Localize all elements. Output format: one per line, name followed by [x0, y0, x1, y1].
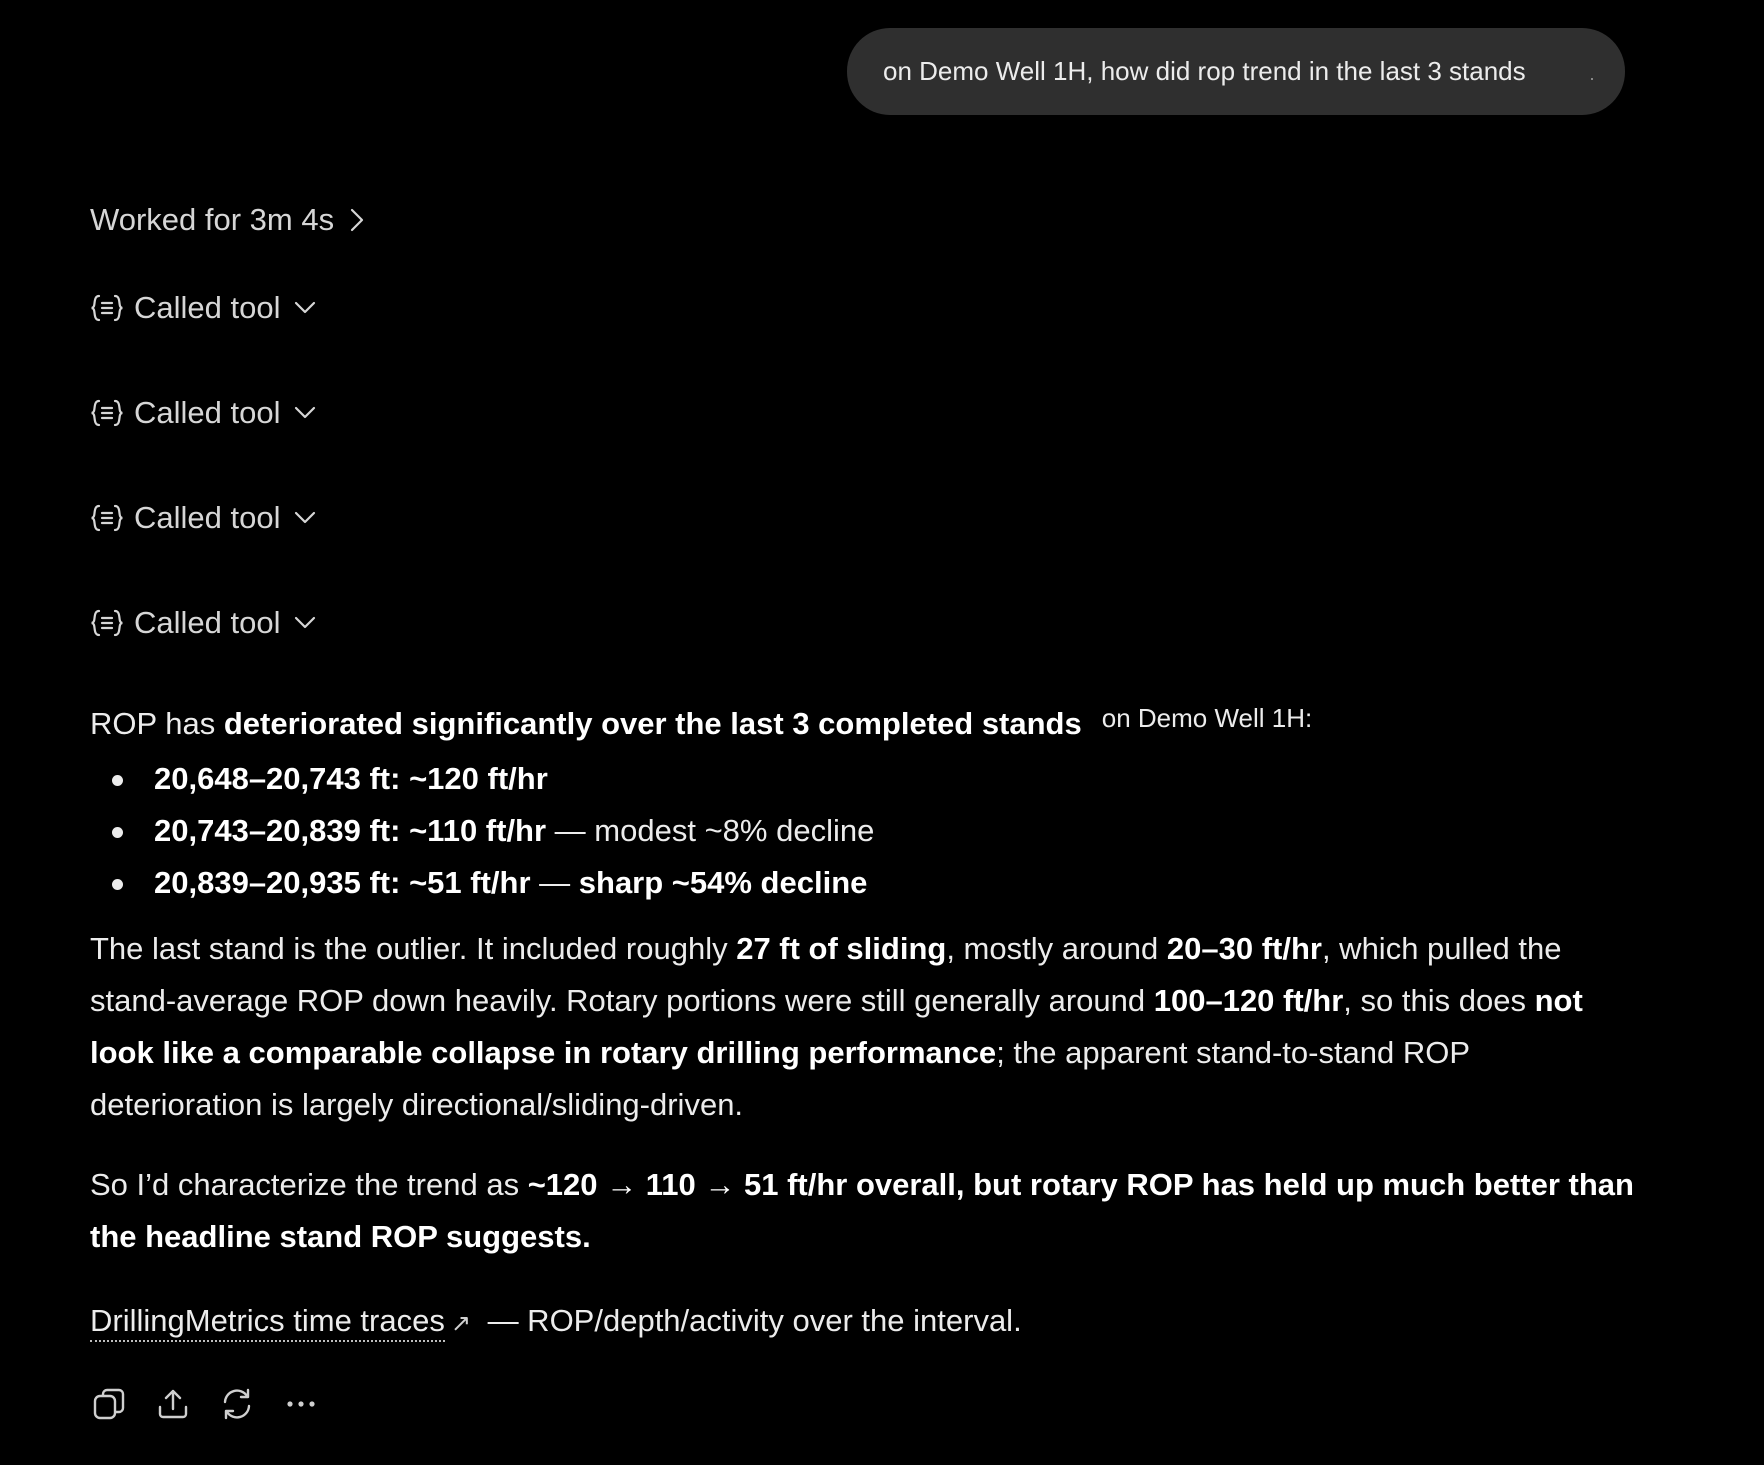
intro-bold: deteriorated significantly over the last 3 completed stands [223, 706, 1082, 741]
stand-separator: — [546, 813, 595, 848]
summary-paragraph [90, 1159, 1645, 1263]
tool-braces-icon [90, 398, 124, 428]
more-icon[interactable] [282, 1385, 320, 1423]
message-actions [90, 1385, 346, 1423]
stand-note: sharp ~54% decline [578, 865, 868, 900]
para-text: ; the apparent stand-to-stand ROP deterioration is largely directional/sliding-driven. [90, 1035, 1470, 1122]
answer-intro [90, 698, 1645, 751]
intro-prefix: ROP has [90, 706, 224, 741]
tool-call-label: Called tool [134, 500, 281, 535]
external-link-icon: ↗ [450, 1310, 471, 1337]
worked-duration-label: Worked for 3m 4s [90, 202, 335, 237]
para-text: , mostly around [946, 931, 1167, 966]
stand-range: 20,839–20,935 ft: ~51 ft/hr [154, 865, 531, 900]
text-cursor [1591, 78, 1593, 80]
para-bold: 100–120 ft/hr [1153, 983, 1344, 1018]
chevron-down-icon [294, 616, 316, 630]
regenerate-icon[interactable] [218, 1385, 256, 1423]
chevron-down-icon [294, 511, 316, 525]
user-message-text: on Demo Well 1H, how did rop trend in the last 3 stands [883, 56, 1526, 86]
stand-range: 20,743–20,839 ft: ~110 ft/hr [154, 813, 547, 848]
tool-call-toggle[interactable] [90, 493, 1650, 543]
list-item [154, 753, 1645, 805]
para-bold: 27 ft of sliding [736, 931, 947, 966]
stand-separator: — [530, 865, 579, 900]
chevron-down-icon [294, 301, 316, 315]
chevron-right-icon [350, 208, 364, 232]
copy-icon[interactable] [90, 1385, 128, 1423]
tool-braces-icon [90, 608, 124, 638]
worked-duration-toggle[interactable] [90, 195, 1650, 245]
para-text: , which pulled the stand-average ROP down heavily. Rotary portions were still generally around [90, 931, 1562, 1018]
para-text: , so this does [1343, 983, 1535, 1018]
para-text: The last stand is the outlier. It included roughly [90, 931, 737, 966]
tool-call-label: Called tool [134, 395, 281, 430]
stands-list [90, 753, 1645, 909]
tool-call-toggle[interactable] [90, 283, 1650, 333]
intro-tail: on Demo Well 1H: [1101, 703, 1313, 733]
tool-braces-icon [90, 503, 124, 533]
stand-range: 20,648–20,743 ft: ~120 ft/hr [154, 761, 548, 796]
reference-line [90, 1295, 1645, 1350]
tool-braces-icon [90, 293, 124, 323]
assistant-answer [90, 698, 1645, 1350]
assistant-activity [90, 195, 1650, 648]
drillingmetrics-link[interactable]: DrillingMetrics time traces [90, 1303, 445, 1342]
para-bold: 20–30 ft/hr [1166, 931, 1322, 966]
tool-call-label: Called tool [134, 290, 281, 325]
analysis-paragraph [90, 923, 1645, 1131]
para-text: So I’d characterize the trend as [90, 1167, 528, 1202]
link-suffix: — ROP/depth/activity over the interval. [478, 1303, 1022, 1338]
para-bold: not look like a comparable collapse in rotary drilling performance [90, 983, 1583, 1070]
share-icon[interactable] [154, 1385, 192, 1423]
tool-call-label: Called tool [134, 605, 281, 640]
tool-call-toggle[interactable] [90, 598, 1650, 648]
para-bold: ~120 → 110 → 51 ft/hr overall, but rotary ROP has held up much better than the headline stand ROP suggests. [90, 1167, 1634, 1254]
list-item [154, 805, 1645, 857]
stand-note: modest ~8% decline [594, 813, 875, 848]
user-message-bubble [847, 28, 1625, 115]
list-item [154, 857, 1645, 909]
tool-call-toggle[interactable] [90, 388, 1650, 438]
chevron-down-icon [294, 406, 316, 420]
